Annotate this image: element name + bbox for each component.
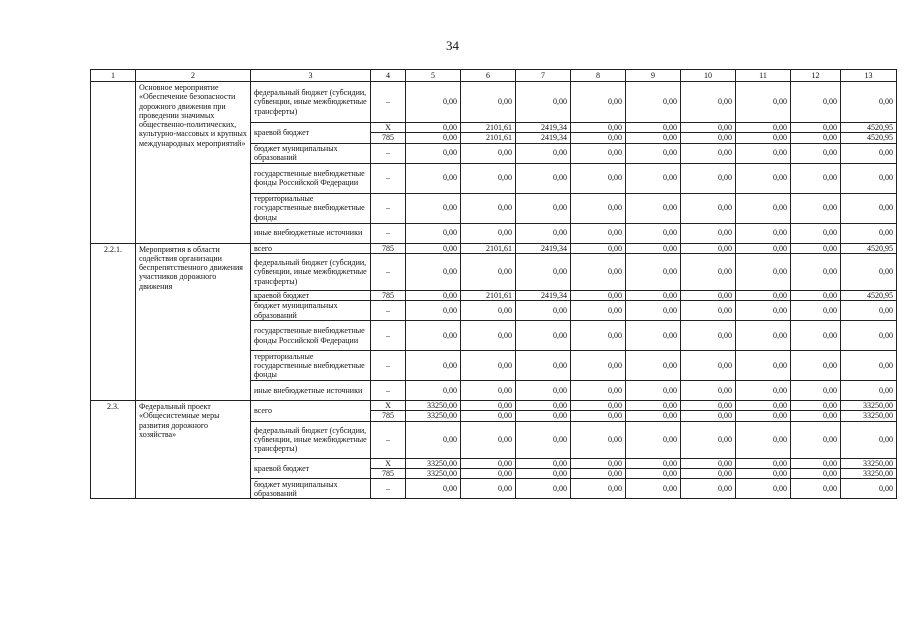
amount-cell: 0,00 xyxy=(736,193,791,223)
funding-source: федеральный бюджет (субсидии, субвенции, иные межбюджетные трансферты) xyxy=(251,253,371,290)
amount-cell: 0,00 xyxy=(841,301,897,321)
funding-source: территориальные государственные внебюджетные фонды xyxy=(251,351,371,381)
budget-code-cell: 785 xyxy=(371,243,406,253)
amount-cell: 0,00 xyxy=(791,401,841,411)
amount-cell: 0,00 xyxy=(461,253,516,290)
amount-cell: 0,00 xyxy=(571,143,626,163)
amount-cell: 4520,95 xyxy=(841,123,897,133)
amount-cell: 0,00 xyxy=(736,163,791,193)
amount-cell: 0,00 xyxy=(461,401,516,411)
amount-cell: 0,00 xyxy=(516,401,571,411)
amount-cell: 33250,00 xyxy=(406,469,461,479)
amount-cell: 0,00 xyxy=(791,193,841,223)
budget-code-cell: 785 xyxy=(371,133,406,143)
page-number: 34 xyxy=(446,38,459,53)
funding-source: всего xyxy=(251,243,371,253)
amount-cell: 0,00 xyxy=(841,253,897,290)
amount-cell: 0,00 xyxy=(841,223,897,243)
amount-cell: 4520,95 xyxy=(841,290,897,300)
amount-cell: 0,00 xyxy=(516,253,571,290)
amount-cell: 0,00 xyxy=(406,301,461,321)
amount-cell: 0,00 xyxy=(406,133,461,143)
amount-cell: 0,00 xyxy=(626,82,681,123)
amount-cell: 0,00 xyxy=(681,143,736,163)
amount-cell: 0,00 xyxy=(736,253,791,290)
amount-cell: 0,00 xyxy=(791,321,841,351)
amount-cell: 0,00 xyxy=(791,290,841,300)
amount-cell: 0,00 xyxy=(736,243,791,253)
amount-cell: 0,00 xyxy=(626,133,681,143)
table-row xyxy=(91,243,897,253)
amount-cell: 0,00 xyxy=(516,143,571,163)
amount-cell: 0,00 xyxy=(791,381,841,401)
amount-cell: 0,00 xyxy=(791,223,841,243)
amount-cell: 0,00 xyxy=(681,321,736,351)
amount-cell: 0,00 xyxy=(626,421,681,458)
amount-cell: 0,00 xyxy=(571,321,626,351)
amount-cell: 0,00 xyxy=(516,469,571,479)
amount-cell: 0,00 xyxy=(461,321,516,351)
amount-cell: 0,00 xyxy=(681,253,736,290)
amount-cell: 2101,61 xyxy=(461,123,516,133)
amount-cell: 0,00 xyxy=(571,193,626,223)
amount-cell: 0,00 xyxy=(461,421,516,458)
amount-cell: 0,00 xyxy=(516,82,571,123)
amount-cell: 0,00 xyxy=(626,401,681,411)
amount-cell: 33250,00 xyxy=(841,411,897,421)
amount-cell: 0,00 xyxy=(791,469,841,479)
item-name: Основное мероприятие «Обеспечение безопасности дорожного движения при проведении значимых общественно-политических, культурно-массовых и крупных международных мероприятий» xyxy=(136,82,251,244)
funding-source: бюджет муниципальных образований xyxy=(251,301,371,321)
amount-cell: 0,00 xyxy=(626,458,681,468)
amount-cell: 0,00 xyxy=(736,381,791,401)
amount-cell: 2101,61 xyxy=(461,290,516,300)
amount-cell: 0,00 xyxy=(736,123,791,133)
amount-cell: 0,00 xyxy=(626,290,681,300)
amount-cell: 0,00 xyxy=(571,469,626,479)
amount-cell: 0,00 xyxy=(516,411,571,421)
amount-cell: 0,00 xyxy=(791,421,841,458)
amount-cell: 33250,00 xyxy=(406,458,461,468)
amount-cell: 0,00 xyxy=(681,163,736,193)
amount-cell: 2101,61 xyxy=(461,243,516,253)
amount-cell: 0,00 xyxy=(681,193,736,223)
budget-code-cell: 785 xyxy=(371,290,406,300)
column-number: 9 xyxy=(626,70,681,82)
amount-cell: 0,00 xyxy=(681,479,736,499)
amount-cell: 33250,00 xyxy=(841,401,897,411)
amount-cell: 0,00 xyxy=(736,133,791,143)
amount-cell: 0,00 xyxy=(406,381,461,401)
amount-cell: 0,00 xyxy=(406,253,461,290)
column-number: 8 xyxy=(571,70,626,82)
budget-code-cell: 785 xyxy=(371,469,406,479)
amount-cell: 0,00 xyxy=(571,243,626,253)
amount-cell: 0,00 xyxy=(626,381,681,401)
amount-cell: 0,00 xyxy=(736,458,791,468)
amount-cell: 0,00 xyxy=(406,223,461,243)
budget-code-cell: – xyxy=(371,193,406,223)
amount-cell: 33250,00 xyxy=(841,469,897,479)
column-number: 10 xyxy=(681,70,736,82)
amount-cell: 0,00 xyxy=(791,253,841,290)
amount-cell: 0,00 xyxy=(791,123,841,133)
amount-cell: 0,00 xyxy=(461,193,516,223)
amount-cell: 0,00 xyxy=(571,479,626,499)
column-number: 3 xyxy=(251,70,371,82)
amount-cell: 0,00 xyxy=(406,321,461,351)
funding-source: всего xyxy=(251,401,371,422)
amount-cell: 0,00 xyxy=(461,351,516,381)
amount-cell: 0,00 xyxy=(736,479,791,499)
amount-cell: 0,00 xyxy=(406,123,461,133)
table-row xyxy=(91,82,897,123)
amount-cell: 33250,00 xyxy=(841,458,897,468)
budget-code-cell: – xyxy=(371,421,406,458)
amount-cell: 0,00 xyxy=(841,381,897,401)
column-number: 6 xyxy=(461,70,516,82)
amount-cell: 0,00 xyxy=(841,351,897,381)
item-code: 2.3. xyxy=(91,401,136,499)
amount-cell: 0,00 xyxy=(791,479,841,499)
amount-cell: 0,00 xyxy=(841,321,897,351)
amount-cell: 0,00 xyxy=(626,321,681,351)
item-code: 2.2.1. xyxy=(91,243,136,401)
amount-cell: 2419,34 xyxy=(516,123,571,133)
amount-cell: 0,00 xyxy=(841,143,897,163)
budget-code-cell: Х xyxy=(371,123,406,133)
amount-cell: 0,00 xyxy=(571,411,626,421)
amount-cell: 0,00 xyxy=(406,243,461,253)
amount-cell: 0,00 xyxy=(626,243,681,253)
amount-cell: 0,00 xyxy=(736,469,791,479)
amount-cell: 0,00 xyxy=(681,133,736,143)
amount-cell: 0,00 xyxy=(406,421,461,458)
amount-cell: 0,00 xyxy=(406,351,461,381)
amount-cell: 0,00 xyxy=(626,253,681,290)
amount-cell: 0,00 xyxy=(736,223,791,243)
budget-code-cell: – xyxy=(371,143,406,163)
item-name: Федеральный проект «Общесистемные меры развития дорожного хозяйства» xyxy=(136,401,251,499)
amount-cell: 0,00 xyxy=(571,123,626,133)
amount-cell: 0,00 xyxy=(571,253,626,290)
amount-cell: 0,00 xyxy=(681,351,736,381)
amount-cell: 0,00 xyxy=(736,401,791,411)
amount-cell: 0,00 xyxy=(791,243,841,253)
amount-cell: 0,00 xyxy=(626,163,681,193)
amount-cell: 0,00 xyxy=(791,82,841,123)
amount-cell: 0,00 xyxy=(461,458,516,468)
funding-source: иные внебюджетные источники xyxy=(251,381,371,401)
amount-cell: 0,00 xyxy=(626,469,681,479)
amount-cell: 0,00 xyxy=(736,321,791,351)
amount-cell: 0,00 xyxy=(571,223,626,243)
amount-cell: 0,00 xyxy=(571,290,626,300)
amount-cell: 2419,34 xyxy=(516,290,571,300)
amount-cell: 0,00 xyxy=(626,411,681,421)
amount-cell: 0,00 xyxy=(516,351,571,381)
budget-code-cell: – xyxy=(371,163,406,193)
amount-cell: 0,00 xyxy=(681,401,736,411)
amount-cell: 0,00 xyxy=(841,163,897,193)
amount-cell: 0,00 xyxy=(791,458,841,468)
amount-cell: 2101,61 xyxy=(461,133,516,143)
amount-cell: 0,00 xyxy=(736,351,791,381)
amount-cell: 0,00 xyxy=(406,193,461,223)
item-name: Мероприятия в области содействия организации беспрепятственного движения участников дорожного движения xyxy=(136,243,251,401)
budget-code-cell: Х xyxy=(371,458,406,468)
amount-cell: 4520,95 xyxy=(841,133,897,143)
funding-source: бюджет муниципальных образований xyxy=(251,143,371,163)
amount-cell: 0,00 xyxy=(516,421,571,458)
amount-cell: 0,00 xyxy=(406,143,461,163)
budget-code-cell: – xyxy=(371,351,406,381)
amount-cell: 0,00 xyxy=(626,223,681,243)
amount-cell: 0,00 xyxy=(681,82,736,123)
amount-cell: 33250,00 xyxy=(406,411,461,421)
amount-cell: 0,00 xyxy=(681,290,736,300)
amount-cell: 0,00 xyxy=(791,301,841,321)
amount-cell: 4520,95 xyxy=(841,243,897,253)
budget-code-cell: – xyxy=(371,381,406,401)
funding-source: краевой бюджет xyxy=(251,290,371,300)
amount-cell: 0,00 xyxy=(736,301,791,321)
amount-cell: 0,00 xyxy=(841,421,897,458)
amount-cell: 0,00 xyxy=(681,243,736,253)
amount-cell: 0,00 xyxy=(461,301,516,321)
amount-cell: 0,00 xyxy=(681,411,736,421)
column-number: 2 xyxy=(136,70,251,82)
amount-cell: 0,00 xyxy=(736,82,791,123)
amount-cell: 0,00 xyxy=(461,143,516,163)
amount-cell: 0,00 xyxy=(791,351,841,381)
amount-cell: 0,00 xyxy=(791,411,841,421)
budget-code-cell: – xyxy=(371,479,406,499)
amount-cell: 0,00 xyxy=(571,163,626,193)
amount-cell: 0,00 xyxy=(571,301,626,321)
amount-cell: 0,00 xyxy=(516,301,571,321)
funding-source: федеральный бюджет (субсидии, субвенции, иные межбюджетные трансферты) xyxy=(251,82,371,123)
amount-cell: 0,00 xyxy=(791,133,841,143)
amount-cell: 0,00 xyxy=(681,301,736,321)
amount-cell: 0,00 xyxy=(571,82,626,123)
column-number: 5 xyxy=(406,70,461,82)
funding-source: бюджет муниципальных образований xyxy=(251,479,371,499)
column-number: 12 xyxy=(791,70,841,82)
funding-source: иные внебюджетные источники xyxy=(251,223,371,243)
budget-code-cell: – xyxy=(371,253,406,290)
amount-cell: 0,00 xyxy=(461,82,516,123)
amount-cell: 0,00 xyxy=(516,458,571,468)
amount-cell: 33250,00 xyxy=(406,401,461,411)
amount-cell: 0,00 xyxy=(736,290,791,300)
budget-code-cell: – xyxy=(371,321,406,351)
item-code xyxy=(91,82,136,244)
amount-cell: 2419,34 xyxy=(516,133,571,143)
amount-cell: 0,00 xyxy=(681,223,736,243)
amount-cell: 0,00 xyxy=(461,163,516,193)
amount-cell: 0,00 xyxy=(516,163,571,193)
budget-code-cell: – xyxy=(371,301,406,321)
funding-source: краевой бюджет xyxy=(251,123,371,144)
funding-source: государственные внебюджетные фонды Российской Федерации xyxy=(251,163,371,193)
amount-cell: 0,00 xyxy=(571,421,626,458)
amount-cell: 0,00 xyxy=(681,123,736,133)
amount-cell: 0,00 xyxy=(681,381,736,401)
amount-cell: 2419,34 xyxy=(516,243,571,253)
amount-cell: 0,00 xyxy=(626,143,681,163)
column-number: 4 xyxy=(371,70,406,82)
amount-cell: 0,00 xyxy=(461,223,516,243)
amount-cell: 0,00 xyxy=(461,411,516,421)
amount-cell: 0,00 xyxy=(516,381,571,401)
budget-code-cell: – xyxy=(371,82,406,123)
column-number: 11 xyxy=(736,70,791,82)
budget-code-cell: 785 xyxy=(371,411,406,421)
table-row xyxy=(91,401,897,411)
amount-cell: 0,00 xyxy=(516,479,571,499)
amount-cell: 0,00 xyxy=(736,143,791,163)
amount-cell: 0,00 xyxy=(571,351,626,381)
amount-cell: 0,00 xyxy=(461,479,516,499)
amount-cell: 0,00 xyxy=(791,143,841,163)
amount-cell: 0,00 xyxy=(841,82,897,123)
amount-cell: 0,00 xyxy=(626,193,681,223)
funding-source: краевой бюджет xyxy=(251,458,371,479)
amount-cell: 0,00 xyxy=(736,421,791,458)
amount-cell: 0,00 xyxy=(841,479,897,499)
amount-cell: 0,00 xyxy=(626,479,681,499)
amount-cell: 0,00 xyxy=(571,458,626,468)
funding-source: федеральный бюджет (субсидии, субвенции, иные межбюджетные трансферты) xyxy=(251,421,371,458)
amount-cell: 0,00 xyxy=(461,469,516,479)
amount-cell: 0,00 xyxy=(681,421,736,458)
funding-source: территориальные государственные внебюджетные фонды xyxy=(251,193,371,223)
amount-cell: 0,00 xyxy=(406,82,461,123)
amount-cell: 0,00 xyxy=(406,290,461,300)
amount-cell: 0,00 xyxy=(626,301,681,321)
funding-source: государственные внебюджетные фонды Российской Федерации xyxy=(251,321,371,351)
amount-cell: 0,00 xyxy=(571,401,626,411)
budget-code-cell: – xyxy=(371,223,406,243)
amount-cell: 0,00 xyxy=(681,458,736,468)
amount-cell: 0,00 xyxy=(841,193,897,223)
amount-cell: 0,00 xyxy=(516,321,571,351)
column-number: 7 xyxy=(516,70,571,82)
amount-cell: 0,00 xyxy=(626,123,681,133)
amount-cell: 0,00 xyxy=(571,133,626,143)
amount-cell: 0,00 xyxy=(406,479,461,499)
amount-cell: 0,00 xyxy=(406,163,461,193)
column-number: 1 xyxy=(91,70,136,82)
amount-cell: 0,00 xyxy=(626,351,681,381)
column-number: 13 xyxy=(841,70,897,82)
amount-cell: 0,00 xyxy=(516,223,571,243)
budget-table xyxy=(90,69,897,499)
amount-cell: 0,00 xyxy=(736,411,791,421)
amount-cell: 0,00 xyxy=(461,381,516,401)
amount-cell: 0,00 xyxy=(791,163,841,193)
amount-cell: 0,00 xyxy=(516,193,571,223)
column-number-row xyxy=(91,70,897,82)
amount-cell: 0,00 xyxy=(571,381,626,401)
budget-code-cell: Х xyxy=(371,401,406,411)
amount-cell: 0,00 xyxy=(681,469,736,479)
